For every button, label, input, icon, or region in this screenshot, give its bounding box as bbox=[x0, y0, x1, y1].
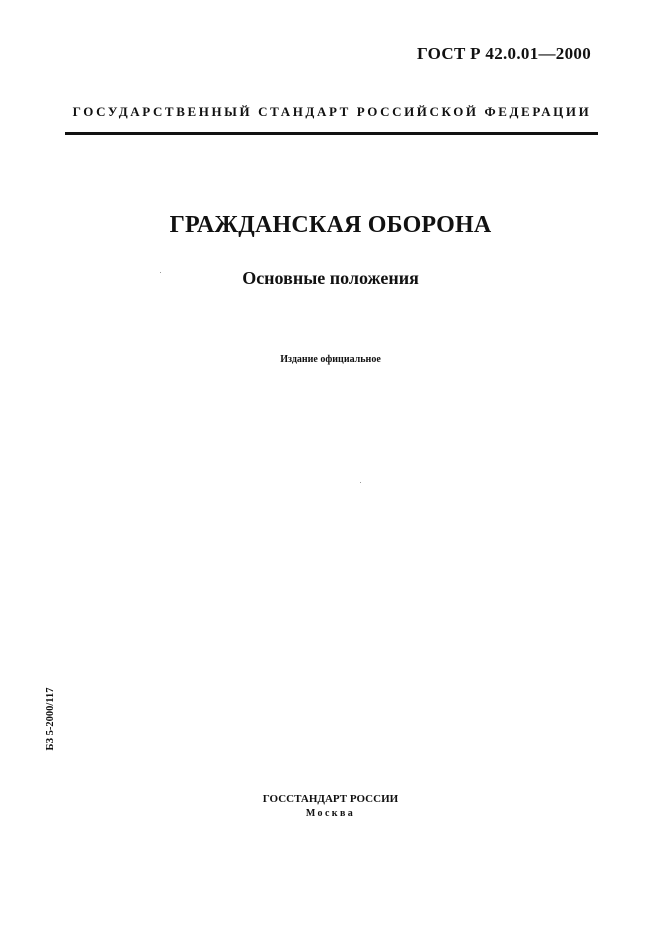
publication-city: Москва bbox=[305, 808, 356, 819]
gost-number: ГОСТ Р 42.0.01—2000 bbox=[416, 44, 591, 63]
publisher: ГОССТАНДАРТ РОССИИ bbox=[262, 793, 399, 805]
side-registration-code: БЗ 5-2000/117 bbox=[45, 687, 56, 751]
document-subtitle: Основные положения bbox=[242, 268, 419, 288]
scan-speck bbox=[360, 482, 361, 483]
scan-speck bbox=[160, 272, 161, 273]
document-title: ГРАЖДАНСКАЯ ОБОРОНА bbox=[169, 212, 492, 238]
edition-note: Издание официальное bbox=[280, 354, 381, 365]
standard-header: ГОСУДАРСТВЕННЫЙ СТАНДАРТ РОССИЙСКОЙ ФЕДЕРАЦИИ bbox=[72, 104, 592, 119]
header-divider bbox=[65, 132, 598, 135]
